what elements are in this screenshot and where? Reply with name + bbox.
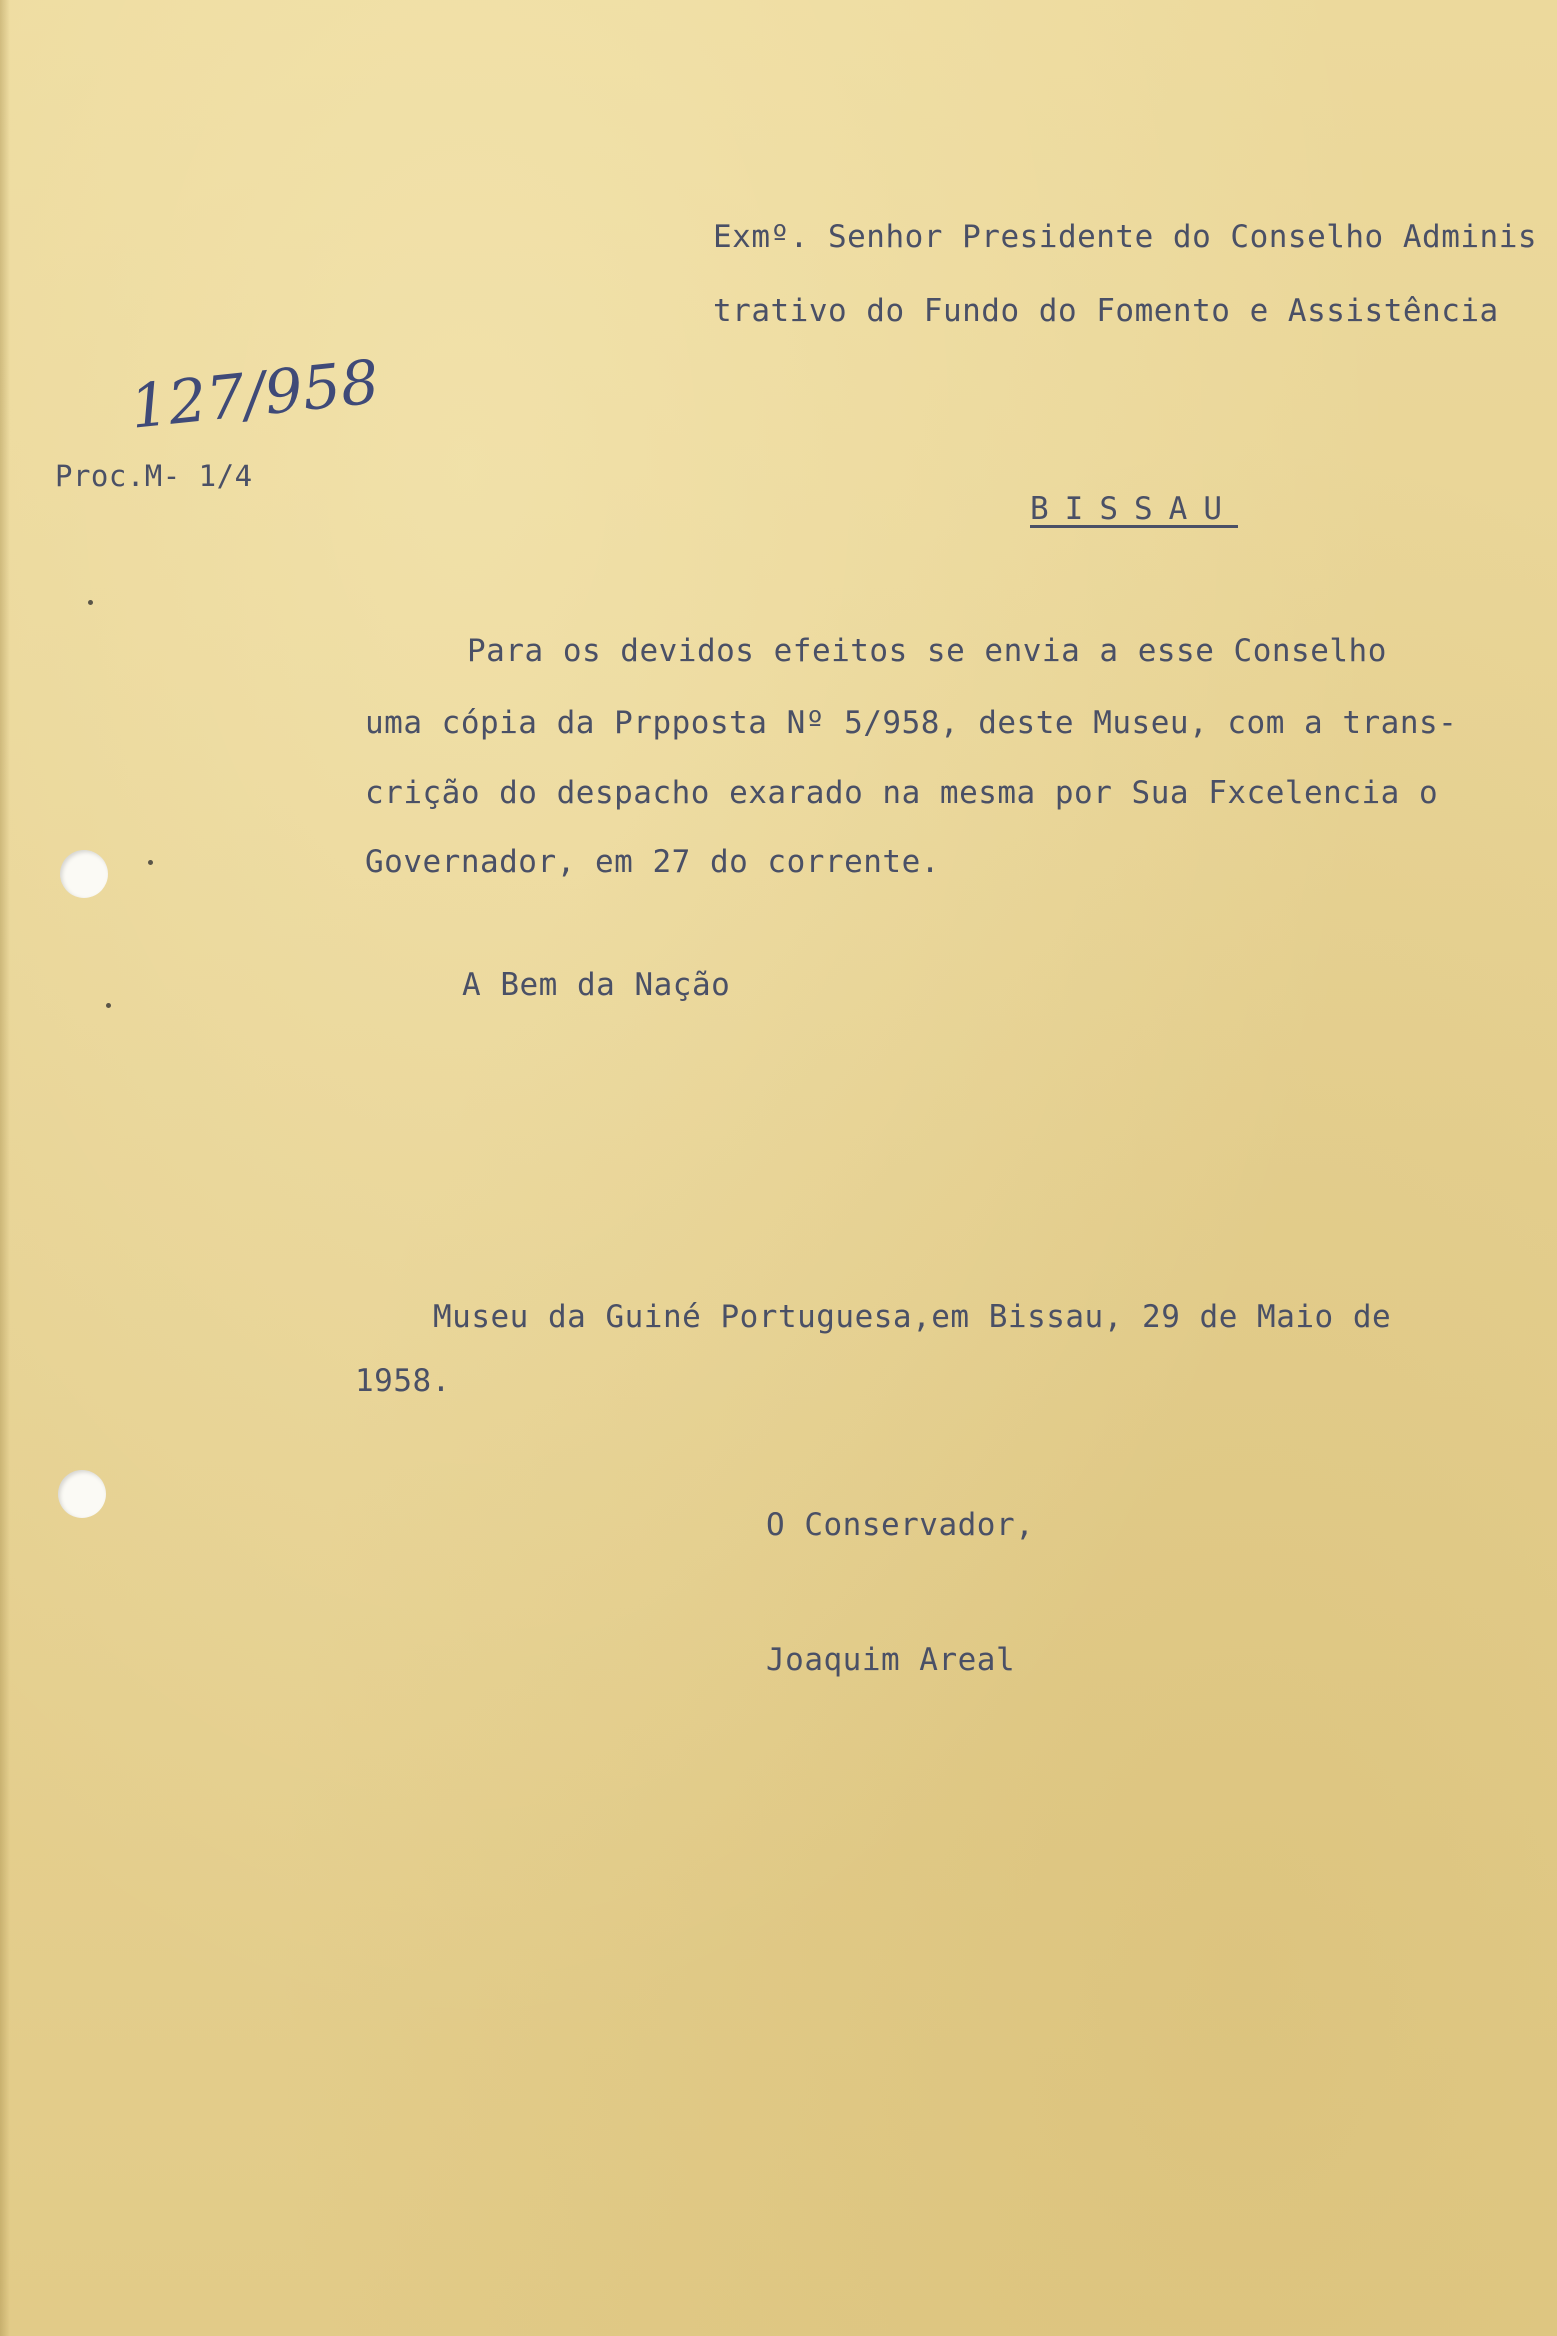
- file-reference: Proc.M- 1/4: [55, 459, 253, 493]
- body-line-1: Para os devidos efeitos se envia a esse Conselho: [467, 633, 1387, 669]
- punch-hole-lower: [58, 1470, 106, 1518]
- punch-hole-upper: [60, 850, 108, 898]
- signatory-name: Joaquim Areal: [766, 1642, 1016, 1678]
- closing-salutation: A Bem da Nação: [462, 967, 731, 1003]
- place-and-date: Museu da Guiné Portuguesa,em Bissau, 29 de Maio de: [433, 1299, 1392, 1335]
- paper-edge-shadow: [0, 0, 10, 2336]
- handwritten-reference-number: 127/958: [127, 347, 383, 443]
- addressee-line-2: trativo do Fundo do Fomento e Assistência: [713, 293, 1499, 329]
- paper-speck: [106, 1003, 111, 1008]
- addressee-city: BISSAU: [1030, 491, 1238, 527]
- paper-speck: [148, 860, 153, 865]
- date-year: 1958.: [355, 1363, 451, 1399]
- body-line-4: Governador, em 27 do corrente.: [365, 844, 940, 880]
- body-line-2: uma cópia da Prpposta Nº 5/958, deste Museu, com a trans-: [365, 705, 1458, 741]
- body-line-3: crição do despacho exarado na mesma por Sua Fxcelencia o: [365, 775, 1439, 811]
- paper-speck: [88, 600, 93, 605]
- addressee-line-1: Exmº. Senhor Presidente do Conselho Adminis: [713, 219, 1538, 255]
- signatory-title: O Conservador,: [766, 1507, 1035, 1543]
